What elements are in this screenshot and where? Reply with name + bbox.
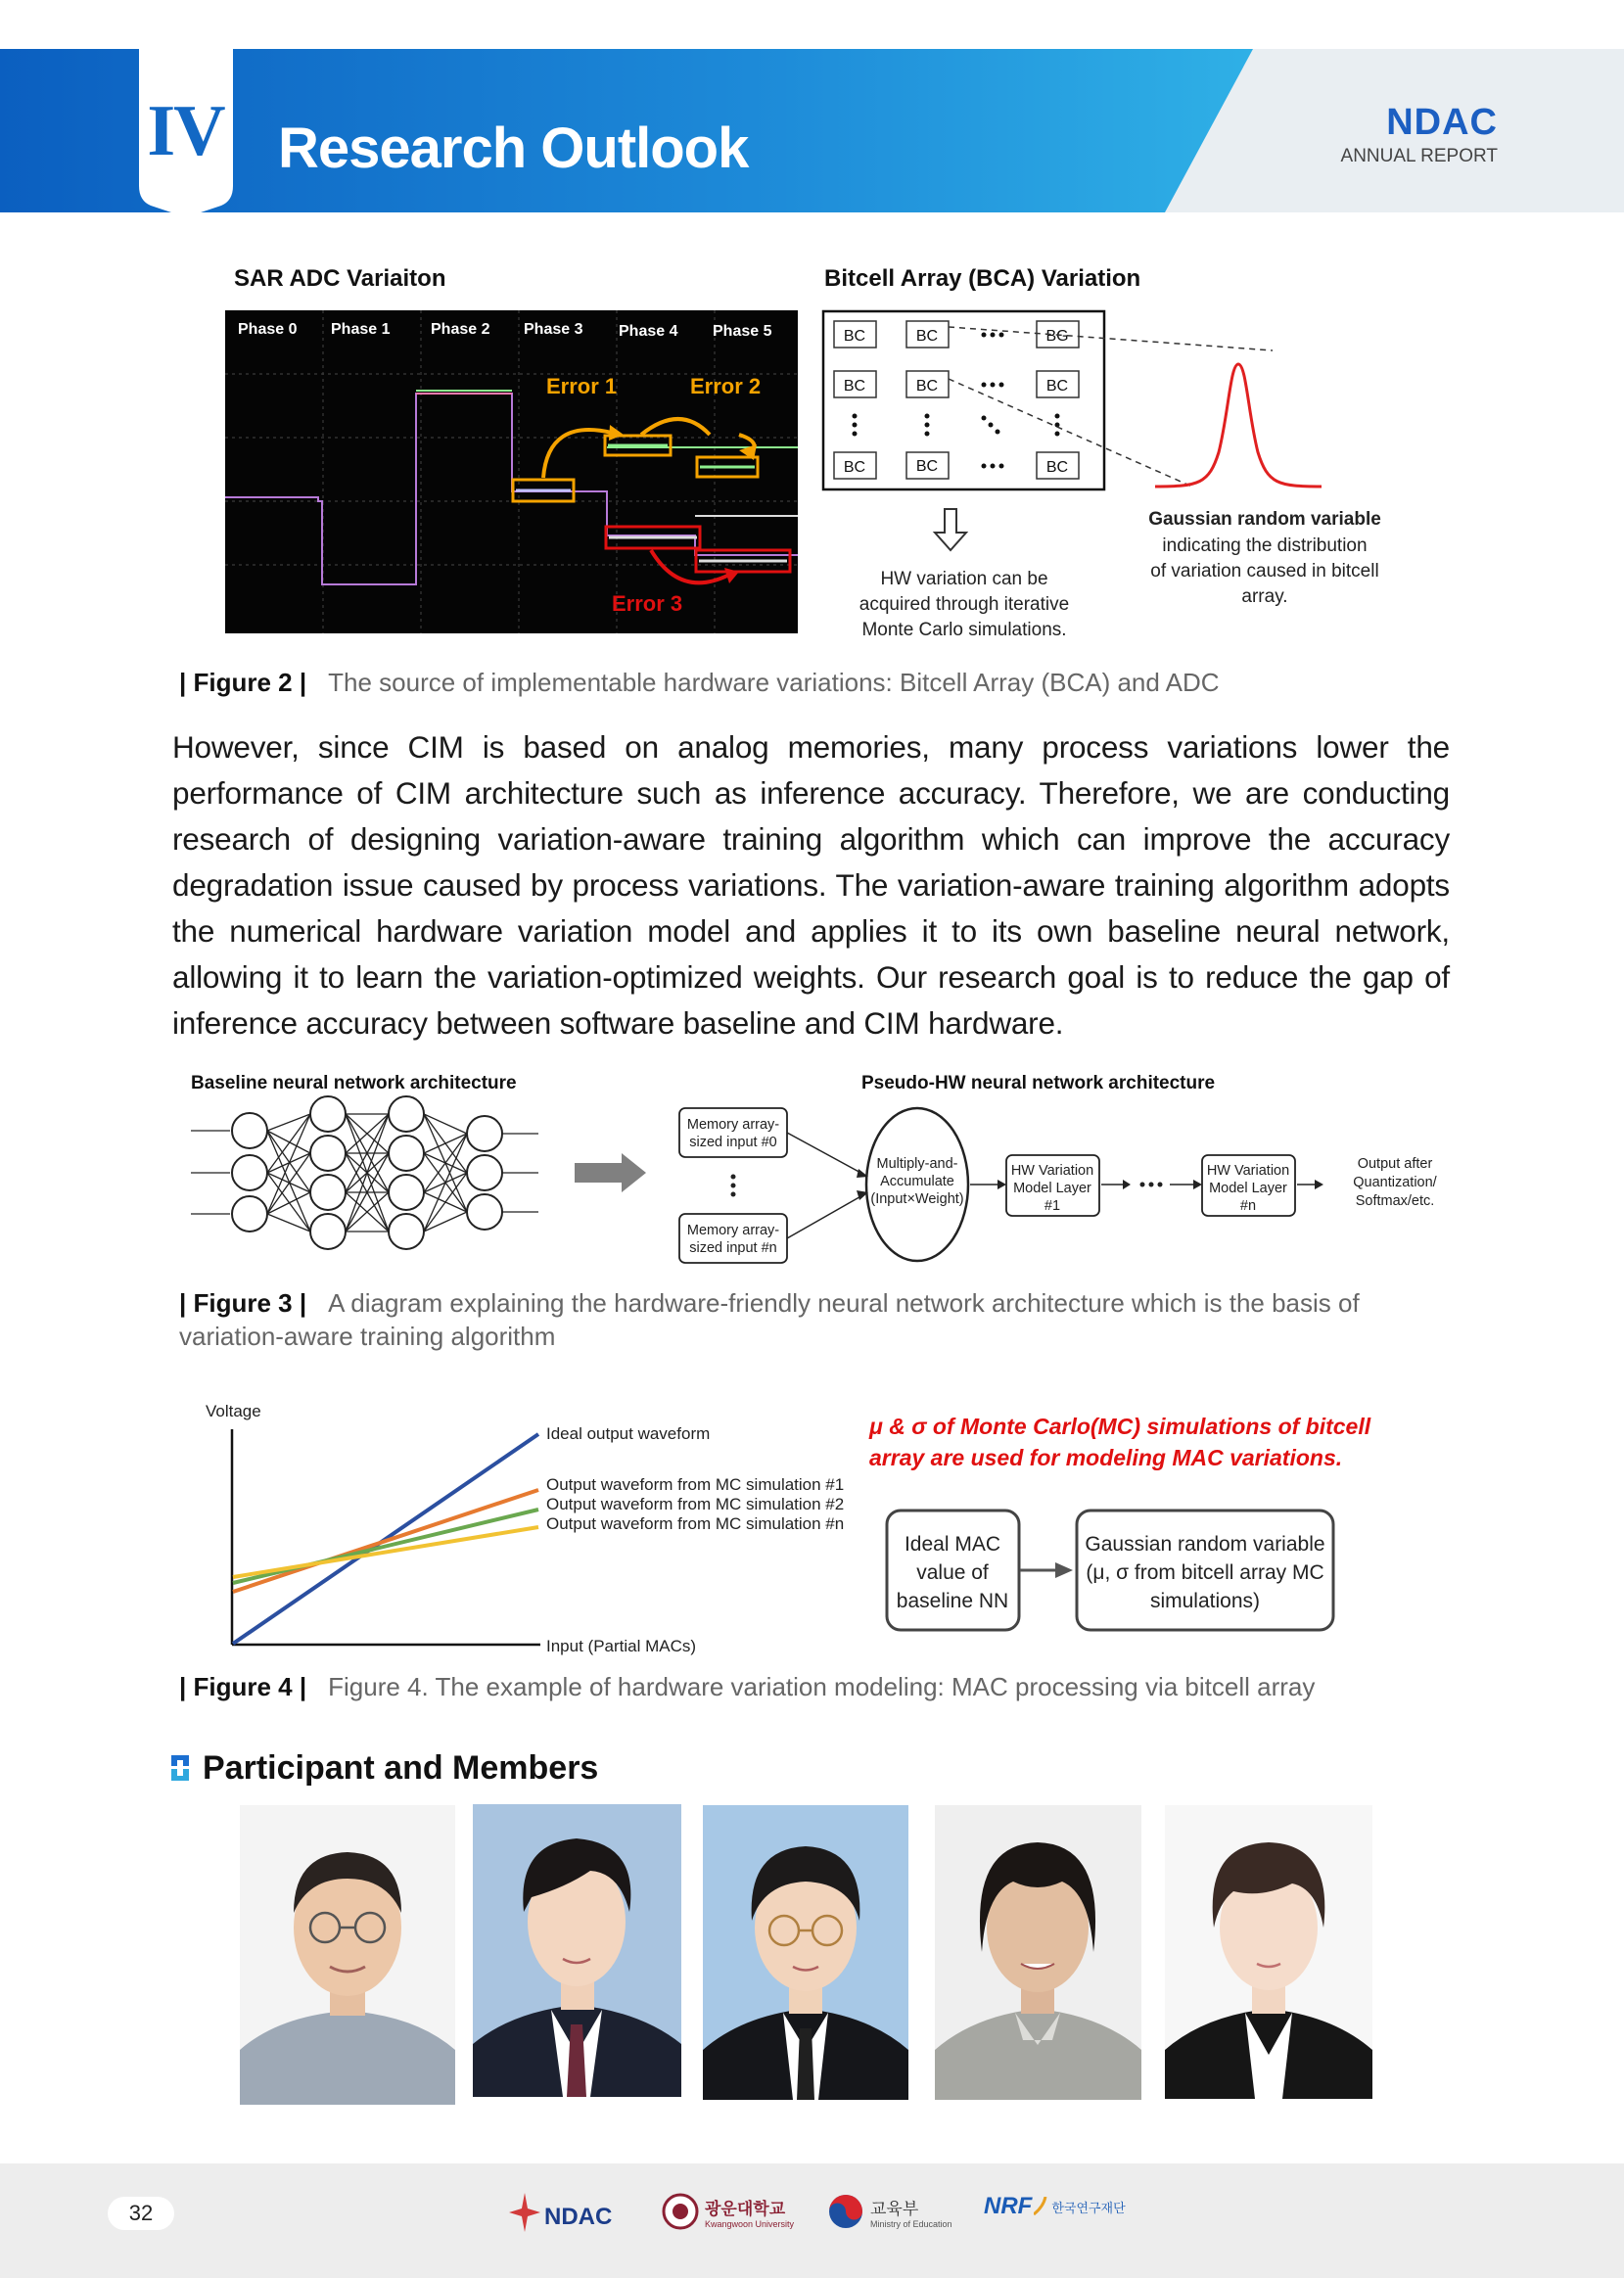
- figure-2-graphic: [220, 256, 1405, 648]
- nrf-logo: [984, 2193, 1126, 2220]
- member-photo: [935, 1805, 1141, 2100]
- figure-3-number: | Figure 3 |: [179, 1288, 307, 1318]
- bc-cell: BC: [1045, 459, 1069, 476]
- bca-title: Bitcell Array (BCA) Variation: [824, 265, 1141, 292]
- mac-line: Multiply-and-: [876, 1156, 958, 1172]
- figure-4-caption-text: Figure 4. The example of hardware variation modeling: MAC processing via bitcell array: [328, 1672, 1316, 1701]
- ndac-star-icon: [509, 2193, 540, 2232]
- hw-layer-1-line: #1: [1044, 1198, 1061, 1214]
- mem-input-0-line: sized input #0: [689, 1135, 777, 1150]
- nrf-logo-text: NRF: [984, 2193, 1033, 2219]
- mem-input-n-line: Memory array-: [686, 1223, 780, 1238]
- figure-4-caption: [179, 1670, 1315, 1703]
- hw-note-line: HW variation can be: [880, 569, 1048, 589]
- mc-note-line: array are used for modeling MAC variations.: [869, 1445, 1343, 1470]
- gaussian-title: Gaussian random variable: [1148, 509, 1381, 530]
- page-number: 32: [108, 2197, 174, 2230]
- mem-input-0-line: Memory array-: [686, 1117, 780, 1133]
- output-line: Quantization/: [1353, 1175, 1437, 1190]
- figure-4-number: | Figure 4 |: [179, 1672, 307, 1701]
- figure-2-caption: [179, 666, 1220, 699]
- figure-3-caption-line: variation-aware training algorithm: [179, 1322, 556, 1351]
- kwangwoon-sub: Kwangwoon University: [705, 2218, 795, 2229]
- baseline-nn-title: Baseline neural network architecture: [191, 1073, 517, 1093]
- down-arrow-icon: [935, 509, 966, 550]
- mem-input-n-line: sized input #n: [689, 1240, 777, 1256]
- section-numeral: IV: [147, 91, 224, 171]
- bc-cell: BC: [915, 458, 939, 475]
- figure-4-graphic: [196, 1395, 1439, 1659]
- mc2-line: [233, 1510, 538, 1583]
- transform-arrow-icon: [575, 1153, 646, 1192]
- mc2-label: Output waveform from MC simulation #2: [546, 1495, 845, 1513]
- phase-4-label: Phase 4: [619, 323, 678, 340]
- gaussian-desc-line: of variation caused in bitcell: [1150, 561, 1379, 581]
- output-line: Softmax/etc.: [1355, 1193, 1435, 1209]
- figure-3-graphic: [181, 1067, 1454, 1273]
- error-3-label: Error 3: [612, 591, 683, 616]
- figure-3-caption: [179, 1286, 1360, 1353]
- bc-cell: BC: [843, 459, 866, 476]
- mcn-label: Output waveform from MC simulation #n: [546, 1514, 845, 1533]
- bc-cell: BC: [915, 378, 939, 395]
- section-bullet-icon: [171, 1755, 189, 1781]
- figure-2-number: | Figure 2 |: [179, 668, 307, 697]
- ideal-label: Ideal output waveform: [546, 1424, 711, 1443]
- figure-4: [196, 1395, 1439, 1659]
- page-header: [0, 0, 1624, 212]
- figure-2: [220, 256, 1405, 648]
- bc-cell: BC: [1045, 378, 1069, 395]
- gaussian-desc-line: array.: [1241, 586, 1288, 607]
- figure-3: [181, 1067, 1454, 1273]
- hw-note-line: Monte Carlo simulations.: [861, 620, 1067, 640]
- hw-layer-n-line: #n: [1239, 1198, 1257, 1214]
- bc-cell: BC: [843, 378, 866, 395]
- bc-cell: BC: [843, 328, 866, 345]
- gaussian-box-line: simulations): [1149, 1590, 1261, 1612]
- hw-layer-1-line: HW Variation: [1010, 1163, 1094, 1179]
- error-2-label: Error 2: [690, 374, 762, 398]
- gaussian-box-line: (μ, σ from bitcell array MC: [1086, 1561, 1324, 1584]
- member-photo: [473, 1804, 681, 2097]
- ideal-mac-line: Ideal MAC: [904, 1533, 1001, 1556]
- gaussian-box-line: Gaussian random variable: [1085, 1533, 1325, 1556]
- kwangwoon-name: 광운대학교: [705, 2199, 786, 2218]
- pseudo-hw-title: Pseudo-HW neural network architecture: [861, 1073, 1216, 1093]
- brand-name: NDAC: [1386, 102, 1498, 143]
- mc1-line: [233, 1490, 538, 1592]
- taegeuk-icon: [827, 2193, 864, 2230]
- phase-2-label: Phase 2: [431, 321, 490, 338]
- phase-3-label: Phase 3: [524, 321, 583, 338]
- ndac-logo: [509, 2193, 612, 2232]
- ministry-sub: Ministry of Education: [870, 2218, 952, 2229]
- mac-line: Accumulate: [880, 1174, 954, 1189]
- ministry-logo: [827, 2193, 952, 2230]
- gaussian-desc-line: indicating the distribution: [1162, 535, 1368, 556]
- bc-cell-partial: BG: [1045, 328, 1069, 345]
- nrf-swoosh-icon: [1034, 2197, 1047, 2216]
- hw-note-line: acquired through iterative: [858, 594, 1070, 615]
- mc-note-line: μ & σ of Monte Carlo(MC) simulations of bitcell: [869, 1414, 1371, 1439]
- section-title: Research Outlook: [278, 116, 749, 180]
- member-photo: [703, 1805, 908, 2100]
- participants-heading: [171, 1748, 598, 1788]
- phase-1-label: Phase 1: [331, 321, 391, 338]
- participants-title: Participant and Members: [203, 1748, 599, 1787]
- ministry-name: 교육부: [870, 2199, 919, 2218]
- page-footer: [0, 2163, 1624, 2278]
- mcn-line: [233, 1527, 538, 1577]
- gaussian-curve: [1155, 364, 1322, 487]
- member-photo: [240, 1805, 455, 2105]
- kwangwoon-logo: [662, 2193, 794, 2230]
- kwangwoon-emblem-icon: [662, 2193, 699, 2230]
- figure-2-caption-text: The source of implementable hardware variations: Bitcell Array (BCA) and ADC: [328, 668, 1220, 697]
- ideal-mac-line: baseline NN: [896, 1590, 1009, 1612]
- phase-0-label: Phase 0: [238, 321, 298, 338]
- nrf-korean-name: 한국연구재단: [1051, 2200, 1126, 2215]
- ndac-logo-text: NDAC: [544, 2204, 613, 2230]
- sar-adc-title: SAR ADC Variaiton: [234, 265, 446, 292]
- body-paragraph: However, since CIM is based on analog memories, many process variations lower the performance of CIM architecture such as inference accuracy. Therefore, we are conducting research of designing variation-aware training algorithm which can improve the accuracy degradation issue caused by process variations. The variation-aware training algorithm adopts the numerical hardware variation model and applies it to its own baseline neural network, allowing it to learn the variation-optimized weights. Our research goal is to reduce the gap of inference accuracy between software baseline and CIM hardware.: [172, 729, 1450, 1041]
- output-line: Output after: [1357, 1156, 1433, 1172]
- member-photo: [1165, 1805, 1372, 2099]
- hw-layer-1-line: Model Layer: [1013, 1181, 1091, 1196]
- error-1-label: Error 1: [546, 374, 618, 398]
- y-axis-label: Voltage: [206, 1402, 261, 1420]
- mac-line: (Input×Weight): [870, 1191, 964, 1207]
- bc-cell: BC: [915, 328, 939, 345]
- ideal-mac-line: value of: [916, 1561, 989, 1584]
- phase-5-label: Phase 5: [713, 323, 772, 340]
- figure-3-caption-line: A diagram explaining the hardware-friendly neural network architecture which is the basis of: [328, 1288, 1360, 1318]
- brand-block: [1312, 102, 1498, 167]
- x-axis-label: Input (Partial MACs): [546, 1637, 697, 1655]
- mc1-label: Output waveform from MC simulation #1: [546, 1475, 845, 1494]
- hw-layer-n-line: HW Variation: [1206, 1163, 1290, 1179]
- brand-subtitle: ANNUAL REPORT: [1340, 146, 1498, 166]
- hw-layer-n-line: Model Layer: [1209, 1181, 1287, 1196]
- right-arrow-icon: [1055, 1562, 1073, 1578]
